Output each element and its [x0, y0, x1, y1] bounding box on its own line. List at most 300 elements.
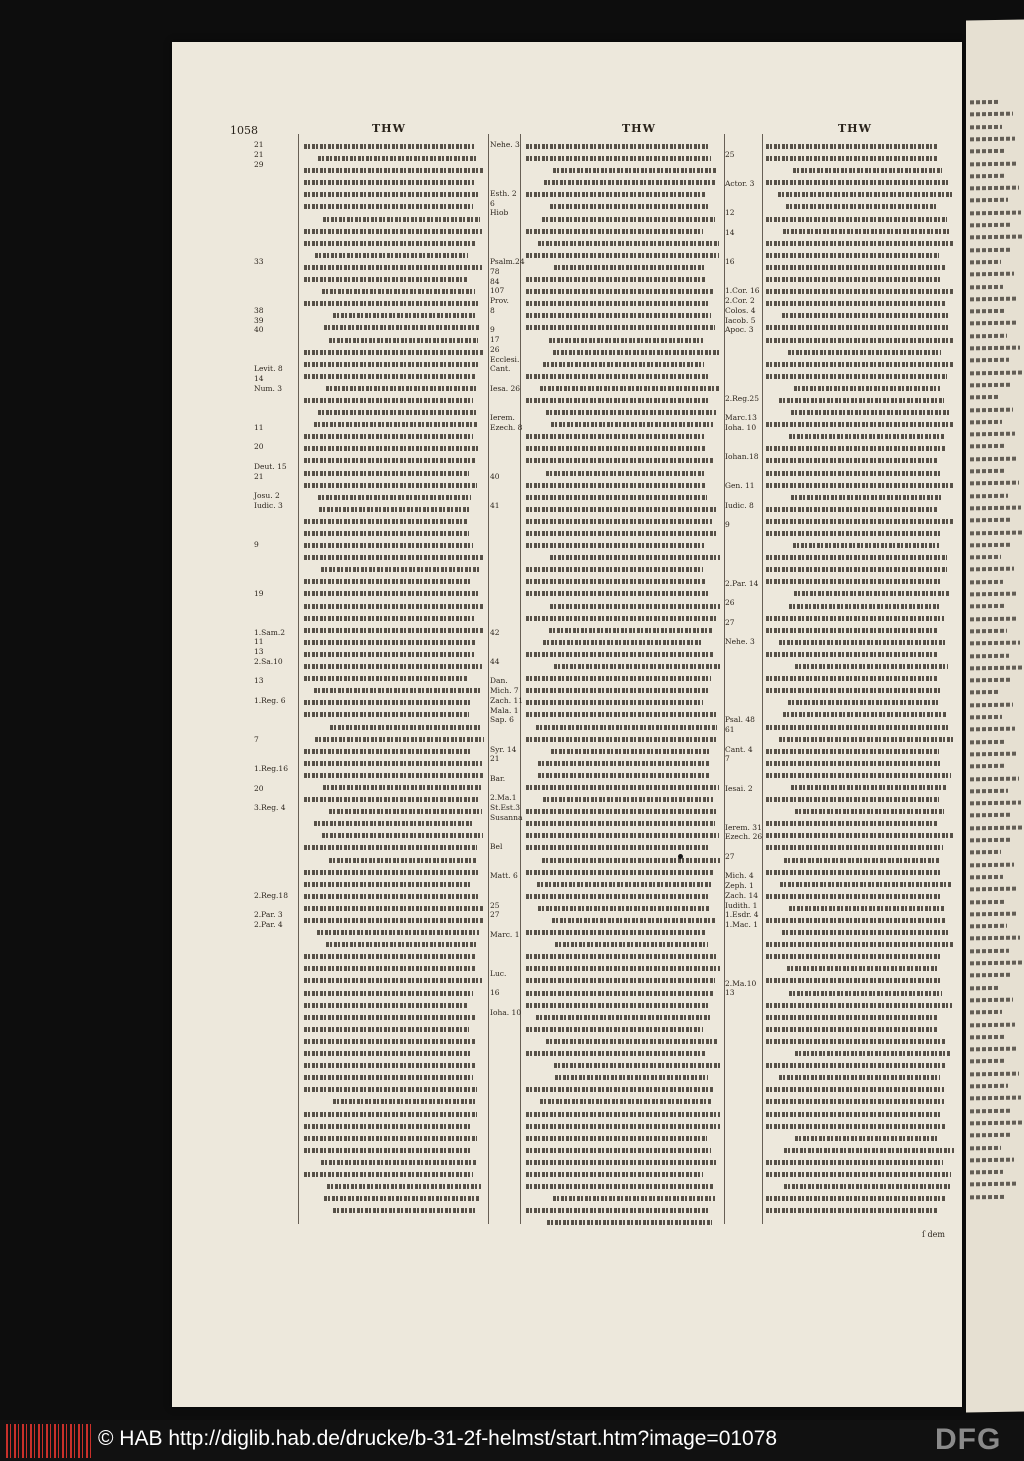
text-line	[766, 624, 938, 636]
text-line	[304, 696, 472, 708]
text-line	[538, 902, 709, 914]
text-line	[304, 708, 469, 720]
text-line	[766, 442, 946, 454]
text-line	[766, 370, 947, 382]
text-line	[304, 914, 483, 926]
text-line	[304, 261, 482, 273]
text-line	[970, 469, 1006, 474]
text-line	[970, 1108, 1010, 1113]
text-line	[526, 285, 713, 297]
text-line	[970, 1145, 1001, 1150]
text-line	[970, 1035, 1004, 1040]
text-line	[304, 841, 477, 853]
text-line	[304, 1108, 477, 1120]
text-line	[766, 1156, 943, 1168]
text-line	[791, 781, 946, 793]
column-header-middle: THW	[622, 122, 656, 135]
text-line	[526, 454, 714, 466]
text-line	[304, 297, 479, 309]
text-line	[789, 902, 945, 914]
text-line	[766, 273, 941, 285]
text-line	[544, 176, 715, 188]
text-line	[791, 491, 942, 503]
text-line	[304, 950, 475, 962]
barcode-logo-icon	[6, 1424, 94, 1458]
text-line	[549, 334, 703, 346]
text-line	[526, 817, 715, 829]
text-line	[766, 237, 953, 249]
text-line	[970, 813, 1010, 818]
text-line	[304, 1035, 476, 1047]
text-line	[526, 297, 709, 309]
text-line	[540, 382, 719, 394]
text-line	[536, 1011, 712, 1023]
text-line	[970, 825, 1023, 830]
text-line	[304, 878, 472, 890]
text-line	[970, 100, 1000, 105]
text-line	[795, 1047, 950, 1059]
text-line	[314, 684, 482, 696]
text-line	[970, 1195, 1005, 1200]
text-column-left	[304, 140, 484, 1216]
text-line	[322, 829, 483, 841]
text-line	[970, 665, 1022, 670]
text-line	[526, 503, 717, 515]
text-line	[526, 841, 709, 853]
text-line	[304, 1144, 472, 1156]
text-line	[766, 1095, 944, 1107]
text-line	[304, 624, 483, 636]
text-line	[329, 854, 476, 866]
text-line	[526, 442, 706, 454]
text-line	[550, 200, 708, 212]
text-line	[970, 186, 1019, 191]
text-line	[970, 948, 1009, 953]
text-line	[304, 1059, 475, 1071]
text-line	[304, 539, 473, 551]
text-line	[970, 801, 1021, 806]
text-line	[970, 358, 1009, 363]
text-line	[304, 793, 480, 805]
text-line	[793, 164, 942, 176]
text-line	[970, 838, 1012, 843]
text-line	[318, 491, 471, 503]
text-line	[554, 1059, 720, 1071]
text-line	[526, 684, 708, 696]
text-line	[546, 467, 705, 479]
text-line	[970, 1157, 1014, 1162]
text-line	[526, 575, 706, 587]
text-line	[526, 696, 703, 708]
text-line	[304, 890, 480, 902]
text-line	[970, 383, 1011, 388]
text-line	[766, 515, 953, 527]
text-line	[766, 551, 947, 563]
text-line	[766, 249, 939, 261]
column-rule	[298, 134, 299, 1224]
text-line	[970, 210, 1021, 215]
text-line	[538, 769, 709, 781]
text-line	[318, 152, 477, 164]
text-line	[526, 829, 719, 841]
text-line	[766, 866, 942, 878]
text-line	[304, 370, 476, 382]
text-line	[329, 805, 482, 817]
text-line	[970, 112, 1013, 117]
text-line	[304, 479, 477, 491]
text-line	[766, 213, 947, 225]
text-line	[970, 924, 1007, 929]
text-line	[766, 938, 954, 950]
text-line	[766, 950, 940, 962]
text-line	[304, 346, 483, 358]
text-line	[789, 987, 942, 999]
text-line	[970, 1059, 1006, 1064]
text-line	[783, 708, 946, 720]
text-line	[314, 418, 477, 430]
text-line	[553, 164, 716, 176]
text-line	[970, 518, 1010, 523]
text-line	[970, 592, 1016, 597]
text-line	[970, 690, 1000, 695]
text-line	[970, 407, 1013, 412]
text-line	[766, 974, 940, 986]
text-line	[304, 1023, 469, 1035]
text-line	[526, 974, 715, 986]
catchword: ſ dem	[922, 1230, 945, 1239]
text-line	[526, 733, 717, 745]
text-line	[794, 587, 950, 599]
text-line	[970, 321, 1018, 326]
text-line	[526, 527, 718, 539]
text-line	[537, 878, 711, 890]
text-line	[538, 237, 719, 249]
text-line	[304, 757, 482, 769]
text-line	[795, 660, 948, 672]
text-line	[304, 527, 469, 539]
text-line	[970, 973, 1011, 978]
text-line	[970, 1084, 1008, 1089]
text-line	[970, 629, 1007, 634]
text-line	[766, 757, 941, 769]
text-line	[778, 188, 952, 200]
text-line	[970, 395, 1000, 400]
text-line	[766, 817, 937, 829]
text-line	[526, 188, 705, 200]
text-line	[779, 1071, 940, 1083]
text-line	[766, 297, 946, 309]
text-line	[526, 1144, 711, 1156]
text-line	[304, 164, 483, 176]
text-line	[304, 188, 479, 200]
text-line	[970, 284, 1003, 289]
text-line	[782, 926, 948, 938]
text-line	[766, 563, 947, 575]
text-line	[542, 213, 715, 225]
text-line	[766, 829, 953, 841]
text-line	[970, 505, 1021, 510]
text-line	[970, 272, 1014, 277]
text-line	[970, 776, 1019, 781]
text-line	[970, 752, 1017, 757]
copyright-url: © HAB http://diglib.hab.de/drucke/b-31-2f-helmst/start.htm?image=01078	[98, 1427, 778, 1450]
text-line	[766, 176, 950, 188]
text-line	[787, 962, 939, 974]
text-line	[766, 527, 942, 539]
text-line	[526, 926, 705, 938]
text-line	[766, 890, 941, 902]
text-line	[970, 493, 1008, 498]
text-line	[321, 563, 481, 575]
text-line	[315, 733, 484, 745]
text-line	[970, 296, 1016, 301]
text-line	[550, 551, 720, 563]
text-line	[304, 636, 476, 648]
text-line	[970, 346, 1020, 351]
text-line	[970, 309, 1005, 314]
text-line	[766, 334, 954, 346]
text-column-middle	[526, 140, 720, 1228]
binding-hole	[678, 854, 683, 859]
text-line	[526, 1168, 703, 1180]
column-header-left: THW	[372, 122, 406, 135]
text-line	[526, 152, 711, 164]
text-line	[304, 1011, 476, 1023]
text-line	[550, 600, 720, 612]
text-line	[546, 406, 716, 418]
text-line	[526, 648, 714, 660]
text-line	[970, 124, 1002, 129]
margin-references-right: 25 Actor. 3 12 14 16 1.Cor. 16 2.Cor. 2 Colos. 4 Iacob. 5 Apoc. 3 2.Reg.25 Marc.13 Ioha. 10 Iohan.18 Gen. 11 Iudic. 8 9 2.Par. 14 26 27 Nehe. 3 Psal. 48 61 Cant. 4 7 Iesai. 2 Ierem. 31 Ezech. 26 27 Mich. 4 Zeph. 1 Zach. 14 Iudith. 1 1.Esdr. 4 1.Mac. 1 2.Ma.10 13	[725, 149, 763, 998]
text-line	[304, 600, 484, 612]
text-line	[304, 442, 479, 454]
text-line	[319, 503, 471, 515]
text-line	[526, 672, 711, 684]
text-line	[780, 878, 951, 890]
text-line	[970, 887, 1016, 892]
text-line	[779, 636, 946, 648]
text-line	[304, 1047, 470, 1059]
text-line	[766, 1120, 945, 1132]
text-line	[543, 358, 704, 370]
text-line	[779, 394, 944, 406]
text-line	[970, 543, 1012, 548]
text-line	[304, 1071, 473, 1083]
text-line	[766, 321, 949, 333]
text-line	[766, 1168, 951, 1180]
text-line	[304, 902, 483, 914]
text-line	[970, 223, 1010, 228]
text-line	[526, 805, 717, 817]
text-line	[766, 745, 939, 757]
text-line	[970, 1133, 1012, 1138]
text-line	[526, 273, 706, 285]
text-line	[788, 696, 940, 708]
text-line	[304, 551, 484, 563]
text-line	[304, 612, 474, 624]
text-line	[766, 1083, 944, 1095]
column-rule	[488, 134, 489, 1224]
text-line	[793, 539, 939, 551]
text-line	[304, 1083, 477, 1095]
text-line	[782, 309, 950, 321]
text-line	[970, 370, 1022, 375]
text-line	[766, 612, 944, 624]
text-line	[766, 418, 953, 430]
text-line	[526, 309, 711, 321]
text-line	[526, 370, 709, 382]
text-line	[304, 987, 473, 999]
text-line	[536, 721, 717, 733]
text-line	[970, 530, 1023, 535]
text-line	[526, 1204, 710, 1216]
text-line	[766, 152, 937, 164]
text-line	[970, 1120, 1023, 1125]
text-line	[304, 745, 470, 757]
text-line	[766, 140, 937, 152]
text-line	[526, 563, 703, 575]
text-line	[526, 999, 710, 1011]
text-line	[304, 648, 474, 660]
text-line	[526, 950, 718, 962]
text-line	[526, 491, 707, 503]
text-line	[304, 467, 469, 479]
text-line	[766, 841, 943, 853]
text-line	[970, 481, 1019, 486]
text-line	[526, 394, 709, 406]
text-line	[526, 890, 708, 902]
text-line	[304, 1120, 470, 1132]
text-line	[324, 321, 479, 333]
text-line	[970, 555, 1001, 560]
text-line	[555, 938, 708, 950]
text-line	[526, 321, 715, 333]
text-line	[791, 406, 951, 418]
text-line	[970, 1170, 1003, 1175]
text-line	[304, 672, 468, 684]
text-line	[304, 866, 478, 878]
text-line	[766, 914, 945, 926]
text-line	[304, 999, 468, 1011]
text-line	[970, 260, 1001, 265]
text-line	[795, 1132, 938, 1144]
text-line	[526, 1108, 720, 1120]
text-line	[970, 1182, 1016, 1187]
text-line	[970, 235, 1023, 240]
text-line	[327, 1180, 481, 1192]
text-line	[554, 261, 705, 273]
text-line	[304, 515, 467, 527]
text-line	[766, 1192, 946, 1204]
text-line	[526, 1083, 713, 1095]
text-line	[323, 213, 480, 225]
text-line	[317, 926, 479, 938]
text-line	[766, 1059, 946, 1071]
text-line	[304, 660, 482, 672]
text-line	[970, 432, 1015, 437]
text-line	[333, 1204, 475, 1216]
text-line	[970, 1071, 1019, 1076]
text-line	[304, 273, 467, 285]
text-line	[526, 1132, 707, 1144]
text-line	[970, 198, 1008, 203]
text-line	[304, 394, 473, 406]
page-number: 1058	[230, 124, 258, 137]
text-line	[766, 467, 942, 479]
text-line	[766, 769, 951, 781]
text-line	[970, 862, 1014, 867]
text-line	[555, 1071, 708, 1083]
text-line	[326, 382, 477, 394]
text-line	[970, 678, 1011, 683]
text-line	[304, 1168, 473, 1180]
text-line	[970, 936, 1020, 941]
text-line	[786, 200, 938, 212]
text-line	[526, 1180, 714, 1192]
text-line	[970, 580, 1003, 585]
text-line	[970, 137, 1015, 142]
text-line	[543, 636, 703, 648]
text-line	[784, 1180, 951, 1192]
text-line	[304, 974, 482, 986]
text-line	[970, 899, 1005, 904]
text-line	[970, 420, 1002, 425]
text-line	[794, 382, 940, 394]
footer-bar	[0, 1420, 1024, 1461]
text-line	[333, 1095, 475, 1107]
text-line	[543, 793, 713, 805]
text-line	[970, 739, 1004, 744]
text-line	[970, 789, 1008, 794]
text-line	[526, 587, 709, 599]
text-line	[333, 309, 476, 321]
text-line	[970, 702, 1013, 707]
text-line	[766, 285, 953, 297]
text-line	[324, 1192, 479, 1204]
text-line	[304, 200, 473, 212]
dfg-logo: DFG	[935, 1423, 1002, 1456]
text-line	[970, 1010, 1002, 1015]
text-line	[526, 515, 712, 527]
text-line	[970, 653, 1009, 658]
text-line	[784, 1144, 954, 1156]
text-column-right	[766, 140, 954, 1216]
text-line	[321, 1156, 476, 1168]
text-line	[766, 503, 937, 515]
margin-references-left: 21 21 29 33 38 39 40 Levit. 8 14 Num. 3 11 20 Deut. 15 21 Josu. 2 Iudic. 3 9 19 1.Sam.2 11 13 2.Sa.10 13 1.Reg. 6 7 1.Reg.16 20 3.Reg. 4 2.Reg.18 2.Par. 3 2.Par. 4	[254, 140, 288, 929]
text-line	[547, 1216, 712, 1228]
text-line	[789, 600, 941, 612]
text-line	[304, 454, 476, 466]
adjacent-page-edge	[966, 19, 1024, 1412]
text-line	[553, 346, 720, 358]
text-line	[970, 161, 1017, 166]
text-line	[766, 479, 953, 491]
text-line	[779, 733, 953, 745]
text-line	[788, 346, 941, 358]
text-line	[549, 624, 713, 636]
text-line	[970, 616, 1018, 621]
text-line	[789, 430, 944, 442]
text-line	[783, 225, 950, 237]
text-line	[970, 149, 1004, 154]
text-line	[766, 1204, 938, 1216]
text-line	[970, 1096, 1021, 1101]
text-line	[970, 1022, 1015, 1027]
text-line	[970, 1047, 1017, 1052]
text-line	[323, 781, 483, 793]
text-line	[526, 479, 706, 491]
